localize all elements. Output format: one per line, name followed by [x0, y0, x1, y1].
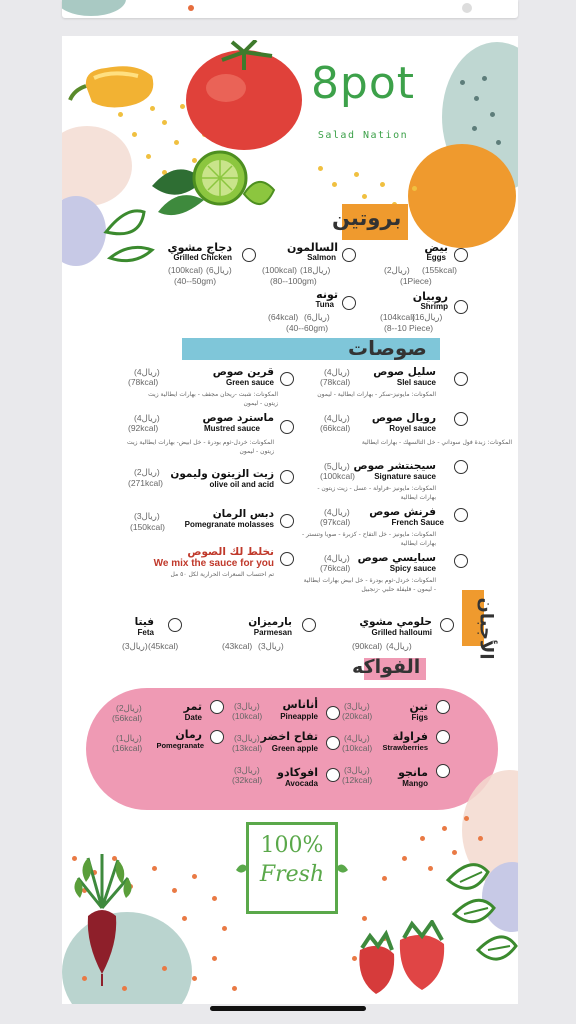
item-name-en: Shrimp	[420, 302, 448, 311]
option-radio[interactable]	[280, 420, 294, 434]
item-portion: (80--100gm)	[270, 276, 317, 286]
item-name-en: Eggs	[426, 253, 446, 262]
cheese-price: (3ريال)	[122, 641, 148, 651]
decor-dot	[462, 3, 472, 13]
item-price: (6ريال)	[206, 265, 232, 275]
bell-pepper-icon	[66, 56, 158, 116]
sauce-name-ar: قرين صوص	[212, 366, 274, 378]
option-radio[interactable]	[436, 764, 450, 778]
fruit-price: (3ريال)	[234, 765, 260, 775]
fruit-name-en: Mango	[402, 779, 428, 788]
cheese-kcal: (90kcal)	[352, 641, 383, 651]
sauce-kcal: (78kcal)	[320, 377, 351, 387]
fruit-name-ar: تمر	[183, 700, 202, 713]
sauce-name-en: Mustred sauce	[203, 424, 260, 433]
cheese-name-ar: بارميزان	[248, 616, 292, 628]
fruit-kcal: (32kcal)	[232, 775, 263, 785]
option-radio[interactable]	[302, 618, 316, 632]
item-portion: (40--50gm)	[174, 276, 217, 286]
menu-page	[62, 36, 518, 1004]
option-radio[interactable]	[242, 248, 256, 262]
sauce-price: (4ريال)	[134, 413, 160, 423]
item-name-ar: السالمون	[286, 241, 338, 254]
cheese-name-en: Grilled halloumi	[371, 628, 432, 637]
fruit-name-ar: تفاح اخضر	[260, 730, 318, 743]
sauce-price: (4ريال)	[324, 507, 350, 517]
option-radio[interactable]	[280, 372, 294, 386]
option-radio[interactable]	[342, 248, 356, 262]
item-kcal: (104kcal)	[380, 312, 415, 322]
item-price: (18ريال)	[300, 265, 331, 275]
fruit-name-en: Pomegranate	[156, 741, 204, 750]
sauce-name-en: Green sauce	[225, 378, 274, 387]
mix-sauce-en: We mix the sauce for you	[153, 558, 274, 569]
sauce-name-ar: زيت الزيتون وليمون	[170, 468, 274, 480]
cheese-kcal: (43kcal)	[222, 641, 253, 651]
item-name-ar: دجاج مشوي	[167, 241, 232, 254]
mix-sauce-ar: نخلط لك الصوص	[187, 546, 274, 558]
sauce-kcal: (78kcal)	[128, 377, 159, 387]
sauce-name-en: olive oil and acid	[209, 480, 274, 489]
fruit-name-en: Date	[184, 713, 202, 722]
sauce-ingredients: المكونات: مايونيز - خل التفاح - كزبرة - صويا وتنستر - بهارات ايطالية	[301, 531, 436, 547]
sauce-kcal: (97kcal)	[320, 517, 351, 527]
option-radio[interactable]	[454, 412, 468, 426]
fruit-name-en: Strawberries	[382, 743, 428, 752]
sauce-price: (4ريال)	[324, 367, 350, 377]
sauce-name-en: Pomegranate molasses	[184, 520, 274, 529]
sauce-name-ar: سبايسي صوص	[357, 552, 436, 564]
fruit-kcal: (20kcal)	[342, 711, 373, 721]
decor-orange-blob	[408, 144, 516, 248]
item-kcal: (64kcal)	[268, 312, 299, 322]
item-kcal: (100kcal)	[262, 265, 297, 275]
option-radio[interactable]	[454, 508, 468, 522]
decor-blob	[62, 126, 132, 206]
sauce-ingredients: المكونات: خردل-ثوم بودرة - خل ابيض- بهارات ايطالية زيت زيتون - ليمون	[127, 439, 274, 455]
item-name-en: Salmon	[307, 253, 336, 262]
tomato-icon	[182, 40, 308, 152]
sauce-name-ar: فرنش صوص	[369, 506, 436, 518]
fruit-kcal: (13kcal)	[232, 743, 263, 753]
option-radio[interactable]	[454, 460, 468, 474]
sauce-name-en: French Sauce	[391, 518, 444, 527]
sauce-name-ar: رويال صوص	[371, 412, 436, 424]
fruit-name-ar: تين	[409, 700, 428, 713]
sauce-ingredients: المكونات: خردل-ثوم بودرة - خل ابيض بهارات ايطالية - ليمون - فليفلة حلبي -زنجبيل	[303, 577, 436, 593]
sauce-name-ar: سيجنتشر صوص	[353, 460, 436, 472]
fruit-price: (4ريال)	[344, 733, 370, 743]
fruit-name-ar: مانجو	[398, 766, 428, 779]
sauce-ingredients: المكونات: شبت -ريحان مجفف - بهارات ايطالية زيت زيتون - ليمون	[148, 391, 278, 407]
sauce-price: (2ريال)	[134, 467, 160, 477]
stamp-leaves-icon	[234, 854, 350, 884]
option-radio[interactable]	[454, 300, 468, 314]
cheese-name-en: Parmesan	[253, 628, 292, 637]
fruit-kcal: (12kcal)	[342, 775, 373, 785]
fruit-price: (3ريال)	[234, 701, 260, 711]
item-name-ar: بيض	[424, 241, 448, 254]
item-name-en: Grilled Chicken	[173, 253, 232, 262]
sauce-price: (3ريال)	[134, 511, 160, 521]
fruit-kcal: (16kcal)	[112, 743, 143, 753]
item-portion: (40--60gm)	[286, 323, 329, 333]
previous-page-edge	[62, 0, 518, 18]
option-radio[interactable]	[454, 372, 468, 386]
section-title-protein: بروتين	[332, 206, 402, 230]
option-radio[interactable]	[454, 248, 468, 262]
sauce-name-ar: سليل صوص	[373, 366, 436, 378]
sauce-ingredients: المكونات: زبدة فول سوداني - خل التالسهك - بهارات ايطالية	[361, 439, 512, 446]
item-portion: (1Piece)	[400, 276, 432, 286]
sauce-price: (5ريال)	[324, 461, 350, 471]
fruit-name-ar: أناناس	[282, 698, 318, 711]
option-radio[interactable]	[280, 514, 294, 528]
item-kcal: (100kcal)	[168, 265, 203, 275]
item-kcal: (155kcal)	[422, 265, 457, 275]
brand-logo: 8pot	[310, 58, 416, 109]
section-title-sauces: صوصات	[348, 336, 427, 360]
leaf-icon	[100, 202, 156, 264]
item-name-ar: تونه	[316, 288, 338, 301]
sauce-name-ar: ماسترد صوص	[202, 412, 274, 424]
fruit-price: (2ريال)	[116, 703, 142, 713]
decor-blob	[62, 0, 126, 16]
stamp-fresh: Fresh	[259, 862, 325, 887]
sauce-name-en: Signature sauce	[374, 472, 436, 481]
fruit-name-en: Figs	[411, 713, 428, 722]
fruit-kcal: (10kcal)	[232, 711, 263, 721]
option-radio[interactable]	[436, 700, 450, 714]
sauce-price: (4ريال)	[324, 553, 350, 563]
fruit-name-en: Avocada	[284, 779, 318, 788]
fruit-kcal: (56kcal)	[112, 713, 143, 723]
fruit-price: (3ريال)	[344, 765, 370, 775]
option-radio[interactable]	[326, 768, 340, 782]
stamp-percent: 100%	[260, 833, 324, 858]
option-radio[interactable]	[436, 730, 450, 744]
item-name-en: Tuna	[315, 300, 334, 309]
section-title-cheese-wrap	[454, 596, 518, 662]
sauce-name-en: Slel sauce	[396, 378, 436, 387]
fruit-price: (3ريال)	[234, 733, 260, 743]
home-indicator	[210, 1006, 366, 1011]
leaf-icon	[438, 850, 518, 990]
sauce-name-en: Spicy sauce	[389, 564, 436, 573]
cheese-kcal: (45kcal)	[148, 641, 179, 651]
brand-tagline: Salad Nation	[317, 130, 409, 141]
section-title-fruits: الفواكه	[352, 656, 421, 678]
sauce-kcal: (150kcal)	[130, 522, 165, 532]
cheese-price: (4ريال)	[386, 641, 412, 651]
item-portion: (8--10 Piece)	[384, 323, 434, 333]
sauce-kcal: (271kcal)	[128, 478, 163, 488]
strawberry-icon	[350, 920, 450, 1000]
mix-sauce-radio[interactable]	[280, 552, 294, 566]
option-radio[interactable]	[168, 618, 182, 632]
item-price: (2ريال)	[384, 265, 410, 275]
sauce-name-ar: دبس الرمان	[212, 508, 274, 520]
item-price: (6ريال)	[304, 312, 330, 322]
sauce-name-en: Royel sauce	[389, 424, 436, 433]
sauce-kcal: (100kcal)	[320, 471, 355, 481]
item-price: (16ريال)	[412, 312, 443, 322]
cheese-price: (3ريال)	[258, 641, 284, 651]
decor-dot	[188, 5, 194, 11]
option-radio[interactable]	[454, 554, 468, 568]
fruit-kcal: (10kcal)	[342, 743, 373, 753]
sauce-ingredients: المكونات: مايونيز -فراولة - عسل - زيت زيتون - بهارات ايطالية	[317, 485, 436, 501]
option-radio[interactable]	[326, 706, 340, 720]
option-radio[interactable]	[326, 736, 340, 750]
option-radio[interactable]	[210, 730, 224, 744]
sauce-kcal: (66kcal)	[320, 423, 351, 433]
sauce-kcal: (92kcal)	[128, 423, 159, 433]
calorie-note: تم احتساب السعرات الحرارية لكل ٥٠ مل	[170, 571, 274, 578]
beetroot-icon	[68, 848, 138, 988]
option-radio[interactable]	[440, 618, 454, 632]
item-name-ar: روبيان	[412, 290, 448, 303]
fruit-name-en: Pineapple	[280, 712, 318, 721]
fruit-name-ar: رمان	[175, 728, 202, 741]
sauce-kcal: (76kcal)	[320, 563, 351, 573]
fruit-name-ar: افوكادو	[277, 766, 318, 779]
fruit-price: (3ريال)	[344, 701, 370, 711]
cheese-name-ar: فيتا	[134, 616, 154, 628]
sauce-price: (4ريال)	[324, 413, 350, 423]
fruit-price: (1ريال)	[116, 733, 142, 743]
option-radio[interactable]	[342, 296, 356, 310]
cheese-name-en: Feta	[137, 628, 154, 637]
fruit-name-en: Green apple	[271, 744, 318, 753]
section-title-cheese: الأجبان	[475, 597, 497, 660]
sauce-price: (4ريال)	[134, 367, 160, 377]
fruit-name-ar: فراولة	[392, 730, 428, 743]
option-radio[interactable]	[280, 470, 294, 484]
option-radio[interactable]	[210, 700, 224, 714]
lime-icon	[148, 146, 278, 218]
sauce-ingredients: المكونات: مايونيز-سكر - بهارات ايطالية - ليمون	[317, 391, 436, 398]
cheese-name-ar: حلومي مشوي	[359, 616, 432, 628]
